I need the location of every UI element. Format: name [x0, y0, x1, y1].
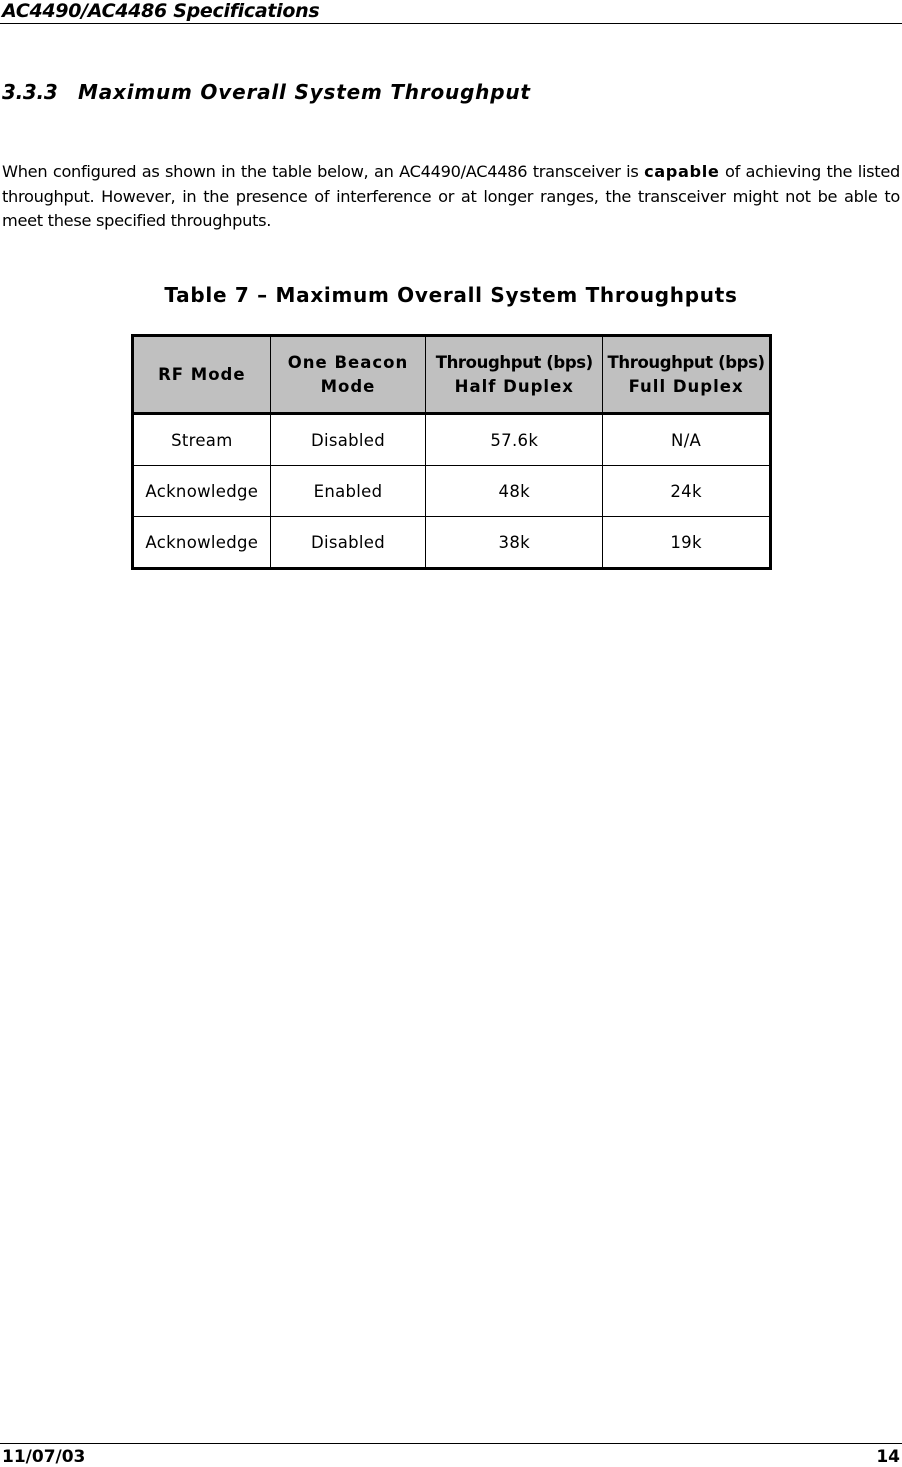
table-header-row	[133, 336, 771, 414]
cell-full-duplex: 19k	[603, 517, 771, 569]
throughput-table	[131, 334, 772, 570]
header-line: Mode	[320, 376, 376, 396]
cell-half-duplex: 38k	[426, 517, 603, 569]
header-line: Full Duplex	[628, 376, 744, 396]
cell-rf-mode: Acknowledge	[133, 466, 271, 517]
table-row	[133, 466, 771, 517]
cell-beacon-mode: Disabled	[270, 414, 426, 466]
cell-beacon-mode: Enabled	[270, 466, 426, 517]
header-line: Throughput (bps)	[607, 352, 765, 372]
cell-rf-mode: Acknowledge	[133, 517, 271, 569]
table-row	[133, 517, 771, 569]
table-row	[133, 414, 771, 466]
page-footer	[0, 1443, 902, 1467]
body-emphasis: capable	[644, 162, 720, 182]
header-line: One Beacon	[287, 352, 409, 372]
header-half-duplex	[426, 336, 603, 414]
document-title: AC4490/AC4486 Specifications	[2, 0, 320, 22]
body-text-before: When configured as shown in the table below, an AC4490/AC4486 transceiver is	[2, 162, 645, 182]
section-heading	[2, 80, 531, 104]
cell-half-duplex: 48k	[426, 466, 603, 517]
header-line: Half Duplex	[454, 376, 574, 396]
cell-full-duplex: 24k	[603, 466, 771, 517]
header-line: Throughput (bps)	[435, 352, 593, 372]
body-text-after: of achieving the listed throughput. However, in the presence of interference or at longer ranges, the transceiver might not be able to meet these specified throughputs.	[2, 162, 900, 231]
footer-date: 11/07/03	[2, 1447, 86, 1467]
page-header	[0, 0, 902, 24]
table-caption: Table 7 – Maximum Overall System Throughputs	[164, 283, 738, 307]
cell-rf-mode: Stream	[133, 414, 271, 466]
section-title: Maximum Overall System Throughput	[78, 80, 531, 104]
page-number: 14	[876, 1447, 900, 1467]
section-number: 3.3.3	[2, 80, 58, 104]
header-one-beacon-mode	[270, 336, 426, 414]
cell-half-duplex: 57.6k	[426, 414, 603, 466]
header-full-duplex	[603, 336, 771, 414]
cell-beacon-mode: Disabled	[270, 517, 426, 569]
cell-full-duplex: N/A	[603, 414, 771, 466]
body-paragraph	[2, 160, 900, 234]
header-rf-mode	[133, 336, 271, 414]
header-line: RF Mode	[158, 364, 246, 384]
